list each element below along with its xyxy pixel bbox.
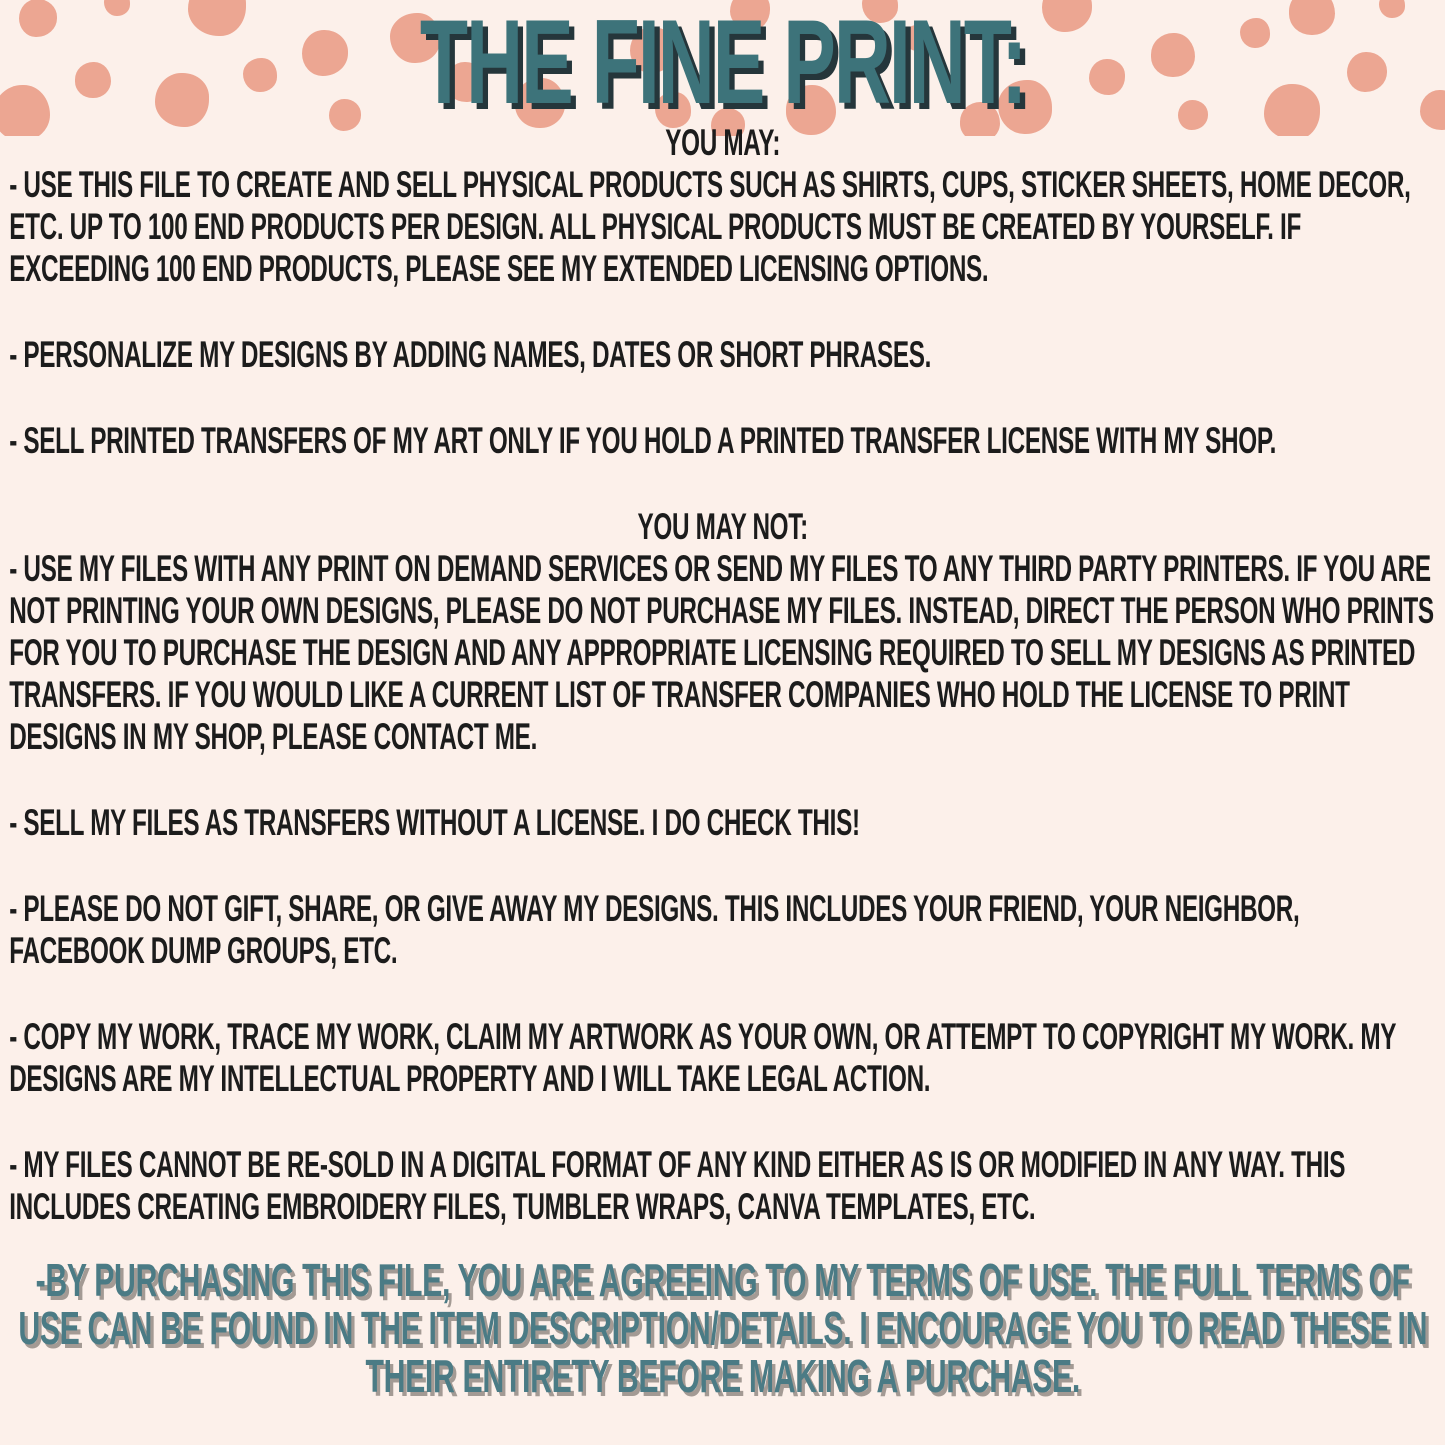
page-title: THE FINE PRINT: — [419, 0, 1026, 129]
bullet-item-no-sharing: - PLEASE DO NOT GIFT, SHARE, OR GIVE AWAY MY DESIGNS. THIS INCLUDES YOUR FRIEND, YOUR NEIGHBOR, FACEBOOK DUMP GROUPS, ETC. — [9, 888, 1300, 971]
bullet-item-no-digital-resale: - MY FILES CANNOT BE RE-SOLD IN A DIGITAL FORMAT OF ANY KIND EITHER AS IS OR MODIFIED IN ANY WAY. THIS INCLUDES CREATING EMBROIDERY FILES, TUMBLER WRAPS, CANVA TEMPLATES, ETC. — [9, 1144, 1346, 1227]
bullet-item-sell-without-license: - SELL MY FILES AS TRANSFERS WITHOUT A LICENSE. I DO CHECK THIS! — [9, 802, 860, 843]
footer-terms-note: -BY PURCHASING THIS FILE, YOU ARE AGREEING TO MY TERMS OF USE. THE FULL TERMS OF USE CAN BE FOUND IN THE ITEM DESCRIPTION/DETAILS. I ENCOURAGE YOU TO READ THESE IN THEIR ENTIRETY BEFORE MAKING A PURCHASE. — [18, 1254, 1428, 1402]
section-header-you-may-not: YOU MAY NOT: — [637, 506, 808, 547]
bullet-item-no-copying: - COPY MY WORK, TRACE MY WORK, CLAIM MY ARTWORK AS YOUR OWN, OR ATTEMPT TO COPYRIGHT MY WORK. MY DESIGNS ARE MY INTELLECTUAL PROPERTY AND I WILL TAKE LEGAL ACTION. — [9, 1016, 1396, 1099]
bullet-item-physical-products: - USE THIS FILE TO CREATE AND SELL PHYSICAL PRODUCTS SUCH AS SHIRTS, CUPS, STICKER SHEETS, HOME DECOR, ETC. UP TO 100 END PRODUCTS PER DESIGN. ALL PHYSICAL PRODUCTS MUST BE CREATED BY YOURSELF. IF EXCEEDING 100 END PRODUCTS, PLEASE SEE MY EXTENDED LICENSING OPTIONS. — [9, 164, 1411, 289]
section-header-you-may: YOU MAY: — [665, 122, 781, 163]
bullet-item-personalize: - PERSONALIZE MY DESIGNS BY ADDING NAMES, DATES OR SHORT PHRASES. — [9, 334, 932, 375]
bullet-item-print-on-demand: - USE MY FILES WITH ANY PRINT ON DEMAND SERVICES OR SEND MY FILES TO ANY THIRD PARTY PRINTERS. IF YOU ARE NOT PRINTING YOUR OWN DESIGNS, PLEASE DO NOT PURCHASE MY FILES. INSTEAD, DIRECT THE PERSON WHO PRINTS FOR YOU TO PURCHASE THE DESIGN AND ANY APPROPRIATE LICENSING REQUIRED TO SELL MY DESIGNS AS PRINTED TRANSFERS. IF YOU WOULD LIKE A CURRENT LIST OF TRANSFER COMPANIES WHO HOLD THE LICENSE TO PRINT DESIGNS IN MY SHOP, PLEASE CONTACT ME. — [9, 548, 1434, 757]
bullet-item-printed-transfers-license: - SELL PRINTED TRANSFERS OF MY ART ONLY IF YOU HOLD A PRINTED TRANSFER LICENSE WITH MY SHOP. — [9, 420, 1277, 461]
